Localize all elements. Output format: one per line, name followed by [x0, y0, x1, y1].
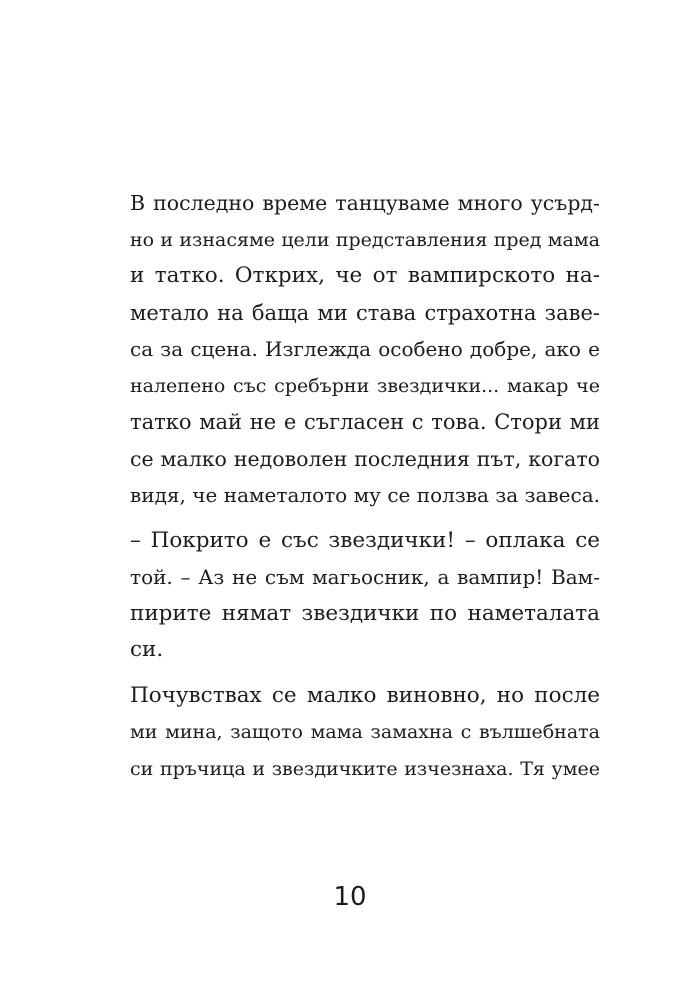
text-line: са за сцена. Изглежда особено добре, ако е [130, 337, 600, 361]
paragraph-2 [130, 523, 600, 669]
text-line: видя, че наметалото му се ползва за завеса. [130, 483, 600, 507]
body-text [130, 185, 600, 787]
text-line: се малко недоволен последния път, когато [130, 446, 600, 471]
paragraph-3 [130, 678, 600, 788]
text-line: налепено със сребърни звездички... макар че [130, 374, 600, 397]
text-line: той. – Аз не съм магьосник, а вампир! Вам- [130, 565, 600, 589]
text-line: си пръчица и звездичките изчезнаха. Тя умее [130, 757, 600, 780]
text-line: но и изнасяме цели представления пред мама [130, 228, 600, 251]
text-line: ми мина, защото мама замахна с вълшебната [130, 721, 600, 743]
text-line: пирите нямат звездички по наметалата [130, 600, 600, 626]
text-line: и татко. Открих, че от вампирското на- [130, 263, 600, 288]
text-line: – Покрито е със звездички! – оплака се [130, 527, 600, 553]
text-line: татко май не е съгласен с това. Стори ми [130, 410, 600, 434]
text-line: метало на баща ми става страхотна заве- [130, 300, 600, 325]
paragraph-1 [130, 185, 600, 514]
text-line: В последно време танцуваме много усърд- [130, 191, 600, 215]
text-line: си. [130, 637, 164, 662]
page-number: 10 [333, 882, 367, 912]
text-line: Почувствах се малко виновно, но после [130, 682, 600, 708]
